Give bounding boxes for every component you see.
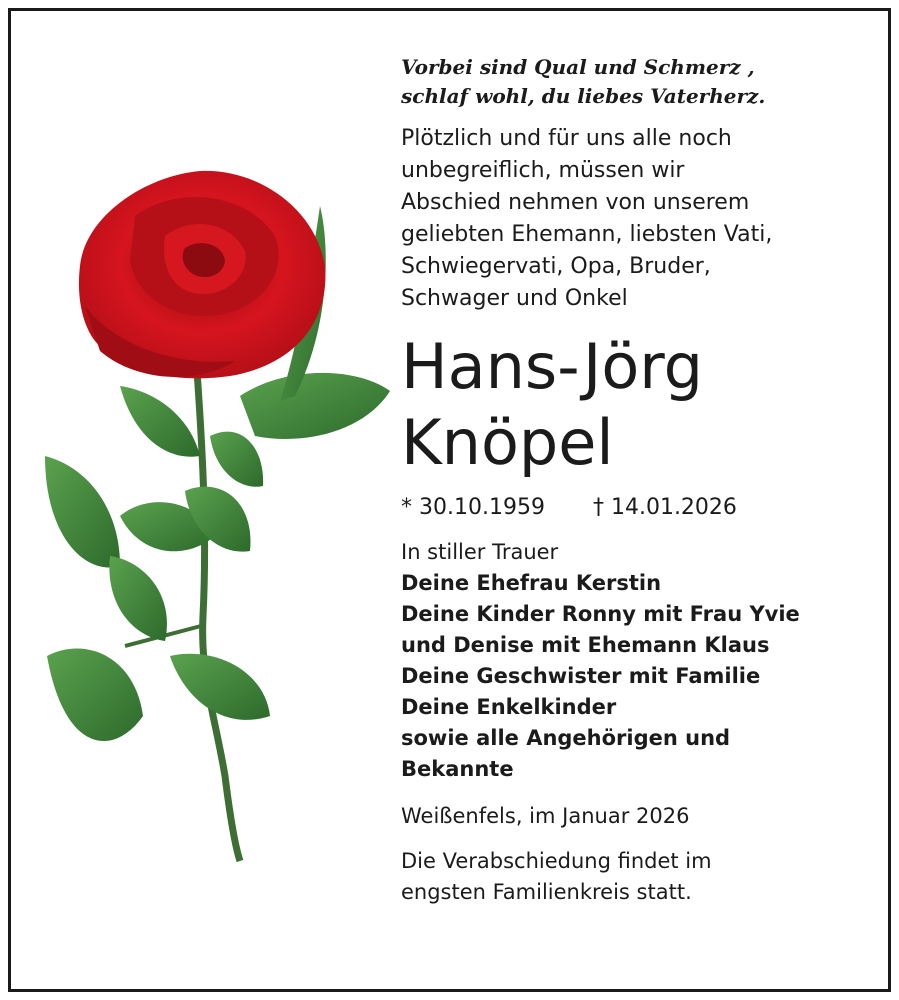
intro-line-2: unbegreiflich, müssen wir [401,158,685,183]
obituary-text [401,53,871,908]
family-list [401,568,871,785]
life-dates [401,493,871,523]
intro-text [401,123,871,315]
family-line: Deine Geschwister mit Familie [401,664,761,688]
mourning-phrase: In stiller Trauer [401,540,559,564]
death-date: † 14.01.2026 [592,495,737,520]
verse-line-1: Vorbei sind Qual und Schmerz , [401,55,755,79]
funeral-note [401,846,871,908]
intro-line-5: Schwiegervati, Opa, Bruder, [401,254,711,279]
place-and-date: Weißenfels, im Januar 2026 [401,804,690,828]
deceased-name [401,329,871,481]
note-line-2: engsten Familienkreis statt. [401,880,692,904]
family-line: sowie alle Angehörigen und [401,726,731,750]
first-name: Hans-Jörg [401,330,704,403]
family-line: Deine Enkelkinder [401,695,617,719]
obituary-card [8,8,891,992]
last-name: Knöpel [401,406,614,479]
intro-line-1: Plötzlich und für uns alle noch [401,126,732,151]
family-line: und Denise mit Ehemann Klaus [401,633,770,657]
family-line: Deine Kinder Ronny mit Frau Yvie [401,602,800,626]
family-line: Bekannte [401,757,514,781]
family-line: Deine Ehefrau Kerstin [401,571,662,595]
intro-line-6: Schwager und Onkel [401,286,628,311]
verse-line-2: schlaf wohl, du liebes Vaterherz. [401,84,766,108]
red-rose-image [25,156,400,876]
note-line-1: Die Verabschiedung findet im [401,849,712,873]
intro-line-3: Abschied nehmen von unserem [401,190,750,215]
birth-date: * 30.10.1959 [401,495,545,520]
verse [401,53,871,111]
intro-line-4: geliebten Ehemann, liebsten Vati, [401,222,773,247]
